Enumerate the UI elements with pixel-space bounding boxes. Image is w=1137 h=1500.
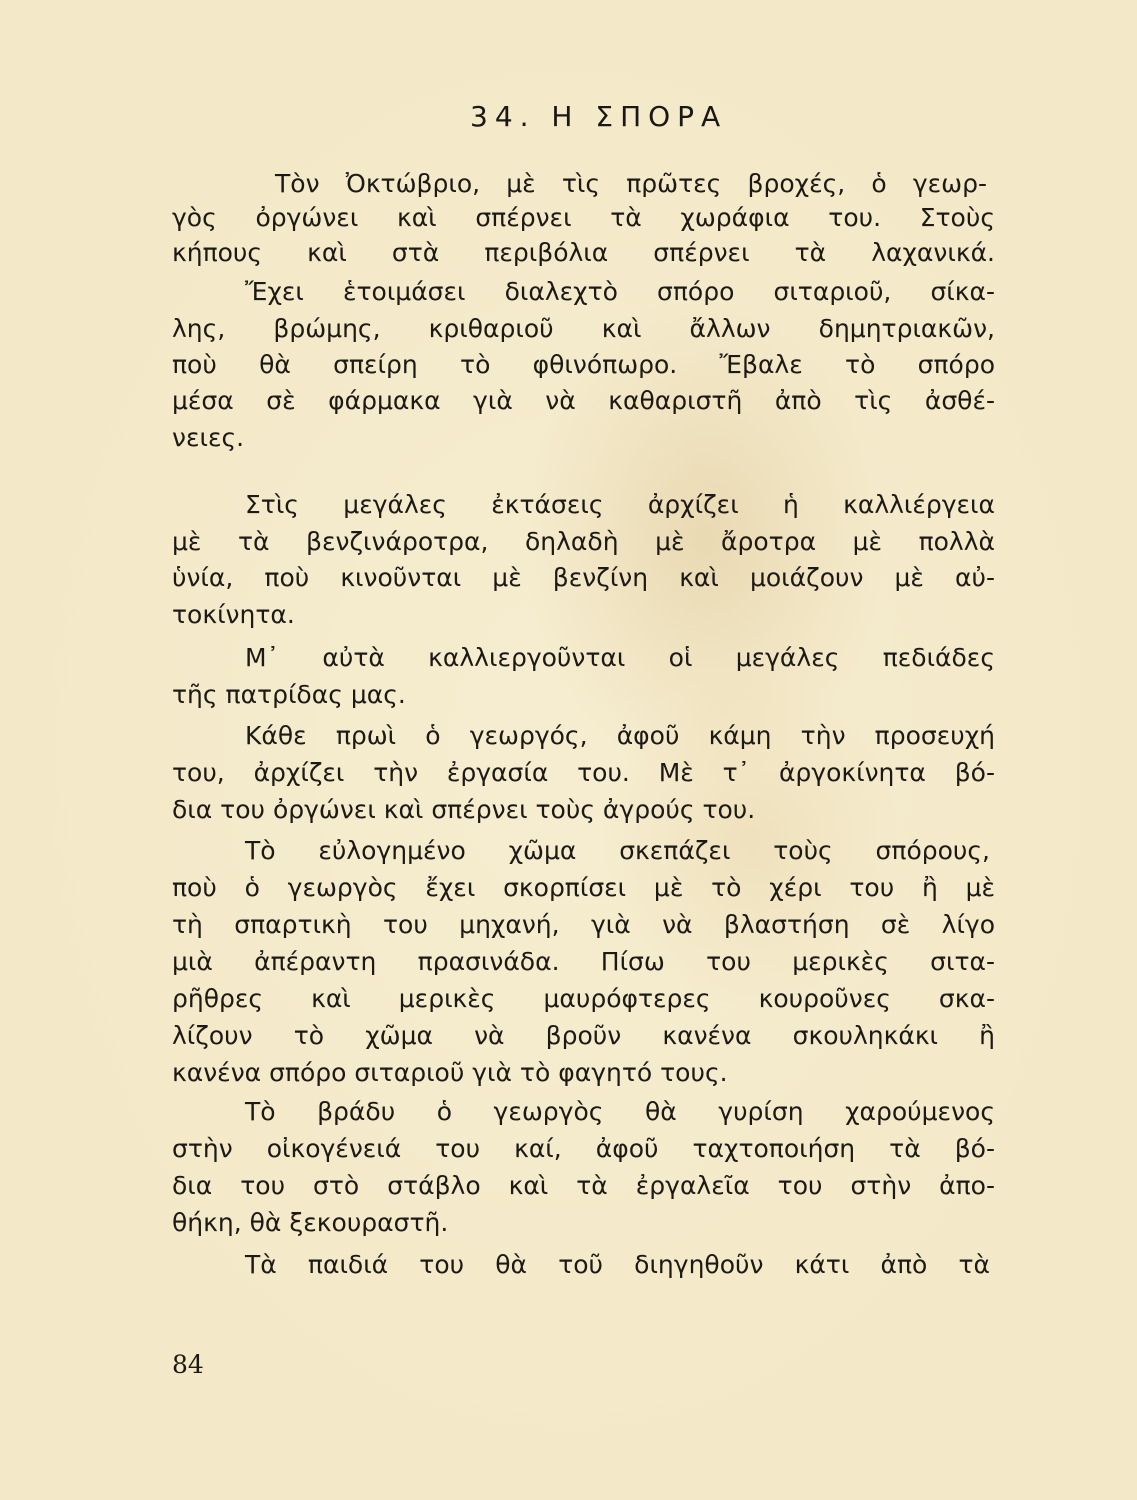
text-line: Ἔχει ἑτοιμάσει διαλεχτὸ σπόρο σιταριοῦ, σίκα-	[245, 277, 995, 306]
text-line: λης, βρώμης, κριθαριοῦ καὶ ἄλλων δημητριακῶν,	[172, 314, 995, 343]
text-line: μιὰ ἀπέραντη πρασινάδα. Πίσω του μερικὲς σιτα-	[172, 947, 995, 976]
text-line: ρῆθρες καὶ μερικὲς μαυρόφτερες κουροῦνες σκα-	[172, 984, 995, 1013]
chapter-title: 34. Η ΣΠΟΡΑ	[470, 100, 728, 133]
page-number: 84	[172, 1350, 204, 1379]
text-line: Τὸ βράδυ ὁ γεωργὸς θὰ γυρίση χαρούμενος	[245, 1097, 995, 1126]
text-line: του, ἀρχίζει τὴν ἐργασία του. Μὲ τ᾽ ἀργοκίνητα βό-	[172, 758, 995, 787]
text-line: τῆς πατρίδας μας.	[172, 680, 406, 709]
text-line: κανένα σπόρο σιταριοῦ γιὰ τὸ φαγητό τους.	[172, 1058, 728, 1087]
text-line: ποὺ θὰ σπείρη τὸ φθινόπωρο. Ἔβαλε τὸ σπόρο	[172, 350, 995, 379]
text-line: ὑνία, ποὺ κινοῦνται μὲ βενζίνη καὶ μοιάζουν μὲ αὐ-	[172, 563, 995, 592]
text-line: λίζουν τὸ χῶμα νὰ βροῦν κανένα σκουληκάκι ἢ	[172, 1021, 995, 1050]
text-line: Τὸν Ὀκτώβριο, μὲ τὶς πρῶτες βροχές, ὁ γεωρ-	[275, 169, 987, 198]
text-line: γὸς ὀργώνει καὶ σπέρνει τὰ χωράφια του. Στοὺς	[172, 203, 995, 232]
text-line: νειες.	[172, 423, 245, 452]
text-line: δια του ὀργώνει καὶ σπέρνει τοὺς ἀγρούς του.	[172, 795, 756, 824]
text-line: Κάθε πρωὶ ὁ γεωργός, ἀφοῦ κάμη τὴν προσευχή	[245, 721, 995, 750]
text-line: Τὸ εὐλογημένο χῶμα σκεπάζει τοὺς σπόρους,	[245, 836, 990, 865]
text-line: τοκίνητα.	[172, 600, 295, 629]
text-line: θήκη, θὰ ξεκουραστῆ.	[172, 1208, 449, 1237]
text-line: Στὶς μεγάλες ἐκτάσεις ἀρχίζει ἡ καλλιέργεια	[245, 490, 995, 519]
text-line: μέσα σὲ φάρμακα γιὰ νὰ καθαριστῆ ἀπὸ τὶς ἀσθέ-	[172, 386, 995, 415]
text-line: τὴ σπαρτικὴ του μηχανή, γιὰ νὰ βλαστήση σὲ λίγο	[172, 910, 995, 939]
text-line: δια του στὸ στάβλο καὶ τὰ ἐργαλεῖα του στὴν ἀπο-	[172, 1171, 995, 1200]
text-line: στὴν οἰκογένειά του καί, ἀφοῦ ταχτοποιήση τὰ βό-	[172, 1134, 995, 1163]
text-line: μὲ τὰ βενζινάροτρα, δηλαδὴ μὲ ἄροτρα μὲ πολλὰ	[172, 527, 995, 556]
text-line: Μ᾽ αὐτὰ καλλιεργοῦνται οἱ μεγάλες πεδιάδες	[245, 643, 995, 672]
text-line: Τὰ παιδιά του θὰ τοῦ διηγηθοῦν κάτι ἀπὸ τὰ	[245, 1250, 990, 1279]
text-line: κήπους καὶ στὰ περιβόλια σπέρνει τὰ λαχανικά.	[172, 238, 995, 267]
text-line: ποὺ ὁ γεωργὸς ἔχει σκορπίσει μὲ τὸ χέρι του ἢ μὲ	[172, 873, 995, 902]
